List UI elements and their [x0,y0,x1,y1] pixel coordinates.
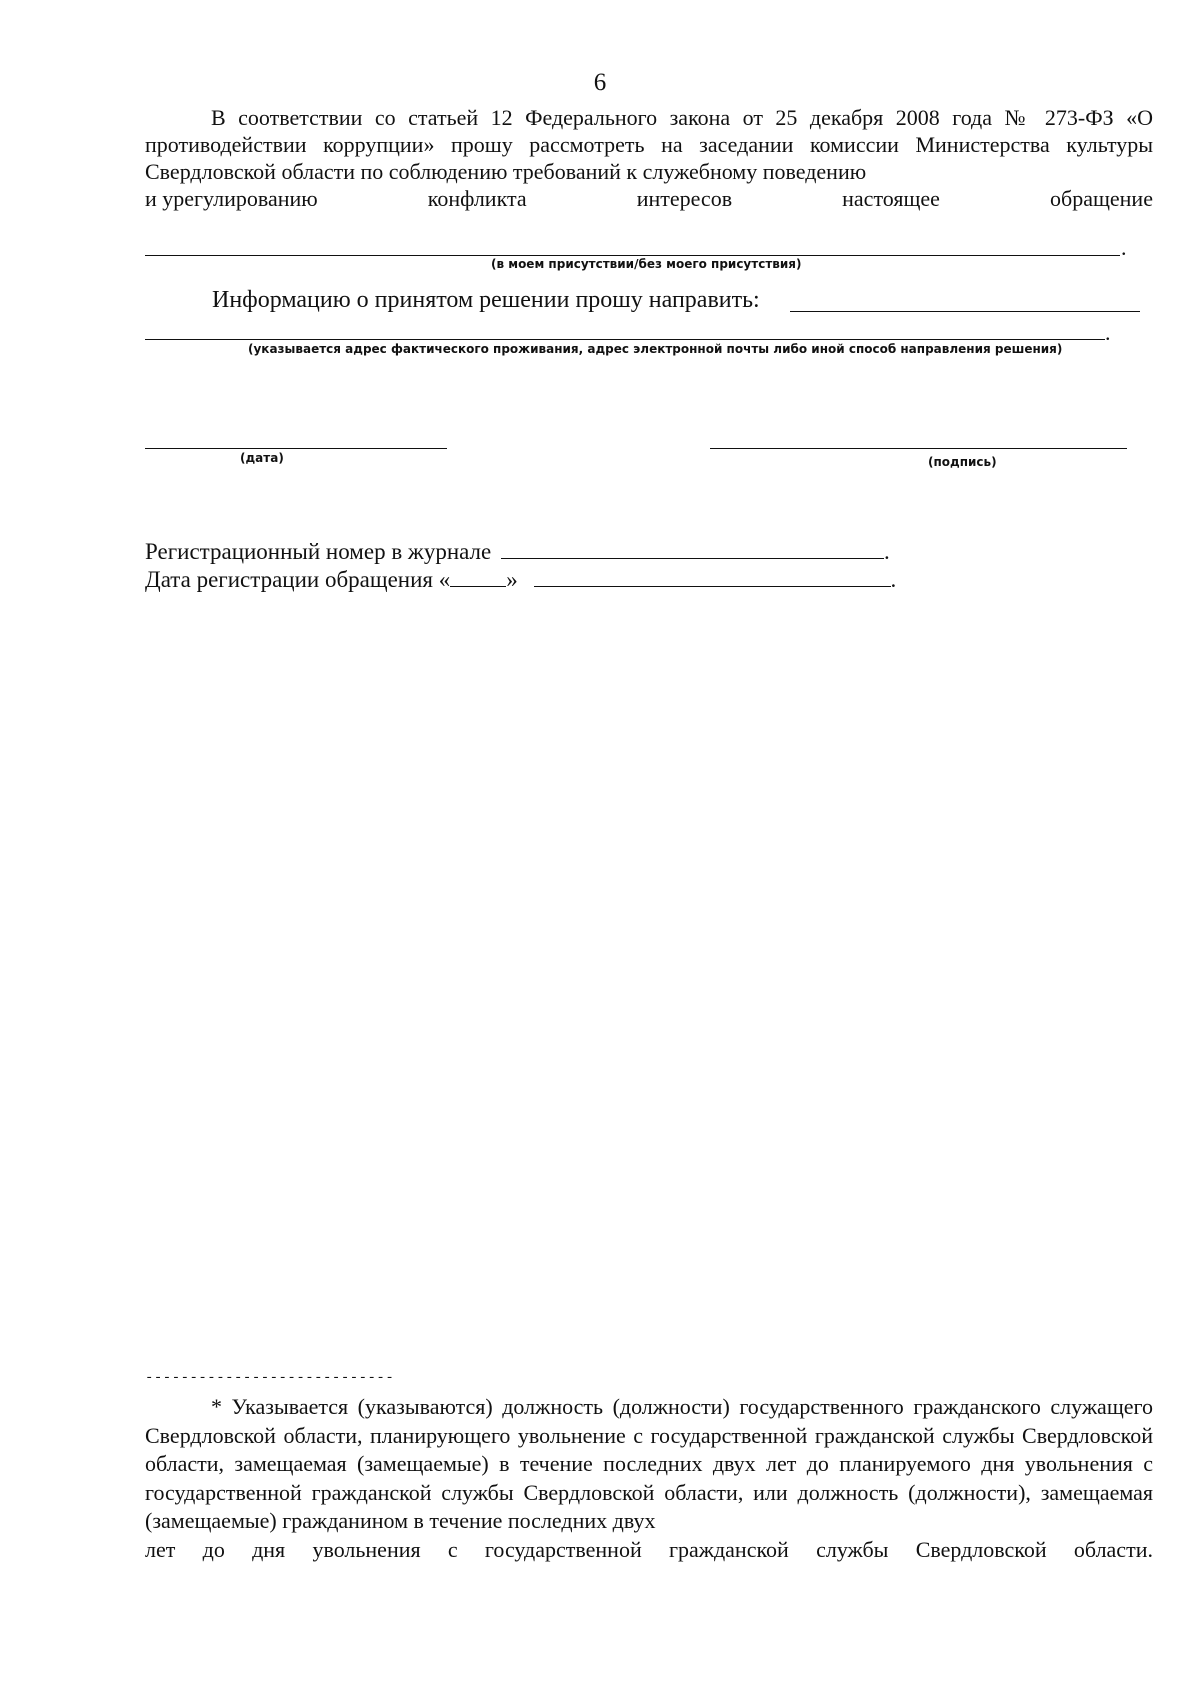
registration-day-field[interactable] [450,566,506,587]
footnote-word: области. [1073,1536,1153,1562]
decision-label: Информацию о принятом решении прошу направить: [212,287,760,313]
date-blank-line[interactable] [145,448,447,449]
intro-last-line [145,185,1153,212]
registration-month-year-field[interactable] [534,566,891,587]
footnote-word: службы [816,1536,889,1562]
registration-number-label: Регистрационный номер в журнале [145,539,492,564]
footnote-word: Свердловской [915,1536,1047,1562]
footnote-word: увольнения [312,1536,421,1562]
registration-number-end: . [883,539,890,564]
footnote [145,1393,1153,1564]
footnote-word: государственной [484,1536,642,1562]
footnote-word: дня [252,1536,286,1562]
footnote-last-line [145,1536,1153,1565]
signature-caption: (подпись) [928,455,997,469]
page-number: 6 [593,69,607,96]
decision-address-line[interactable] [145,339,1105,340]
intro-word: настоящее [842,186,940,211]
signature-blank-line[interactable] [710,448,1127,449]
intro-word: обращение [1050,186,1153,211]
decision-caption: (указывается адрес фактического проживания, адрес электронной почты либо иной способ направления решения) [248,342,1063,356]
intro-word: интересов [636,186,733,211]
presence-end-mark: . [1121,235,1127,260]
decision-end-mark: . [1105,320,1111,345]
registration-number-row [145,538,890,566]
footnote-word: до [202,1536,225,1562]
presence-caption: (в моем присутствии/без моего присутствия) [491,257,802,271]
date-caption: (дата) [240,451,284,465]
footnote-separator: ---------------------------- [145,1370,395,1386]
footnote-word: гражданской [668,1536,789,1562]
footnote-word: с [447,1536,458,1562]
intro-word: конфликта [427,186,527,211]
decision-blank-line[interactable] [790,311,1140,312]
registration-number-field[interactable] [501,538,884,559]
footnote-word: лет [145,1536,176,1562]
presence-blank-line[interactable] [145,255,1120,256]
registration-date-mid: » [506,567,518,592]
registration-date-end: . [890,567,897,592]
intro-paragraph [145,104,1153,212]
registration-date-row [145,566,896,594]
intro-text: В соответствии со статьей 12 Федерального закона от 25 декабря 2008 года № 273-ФЗ «О противодействии коррупции» прошу рассмотреть на заседании комиссии Министерства культуры Свердловской области по соблюдению требований к служебному поведению [145,105,1153,184]
registration-date-label: Дата регистрации обращения « [145,567,451,592]
footnote-text: * Указывается (указываются) должность (должности) государственного гражданского служащего Свердловской области, планирующего увольнение с государственной гражданской службы Свердловской области, замещаемая (замещаемые) в течение последних двух лет до планируемого дня увольнения с государственной гражданской службы Свердловской области, или должность (должности), замещаемая (замещаемые) гражданином в течение последних двух [145,1394,1153,1533]
intro-word: и урегулированию [145,186,318,211]
